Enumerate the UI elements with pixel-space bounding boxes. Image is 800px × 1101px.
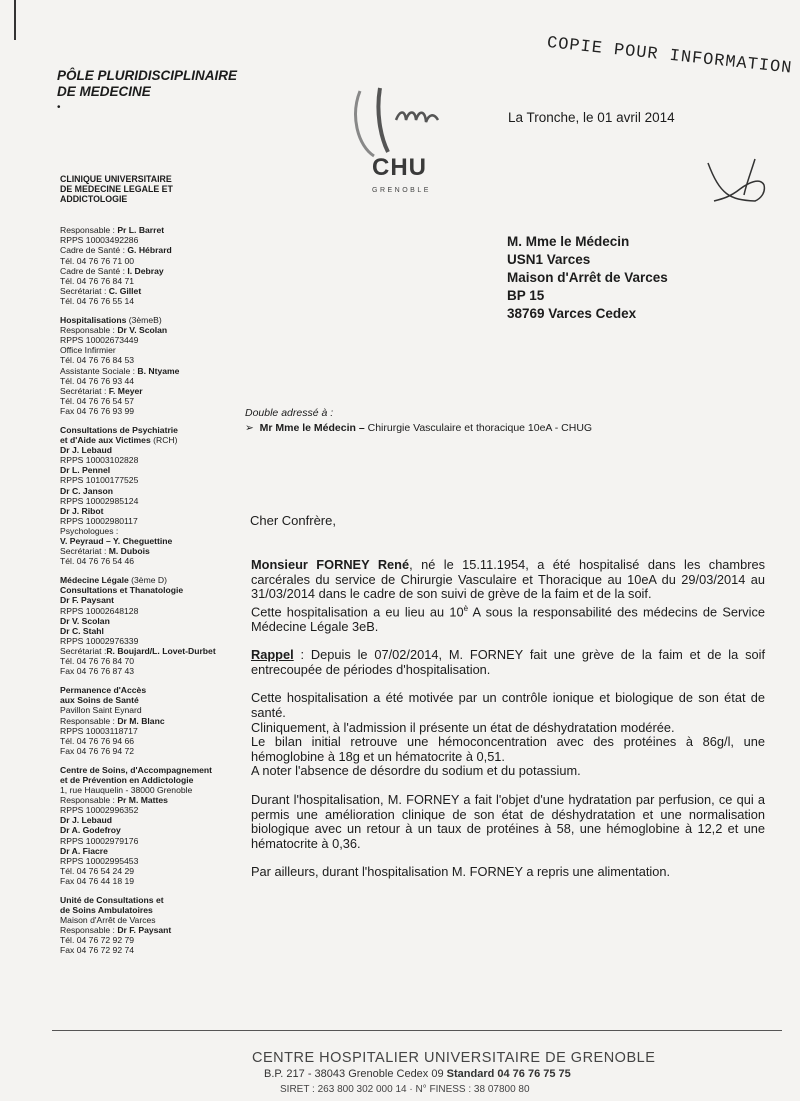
- directory-label: Tél. 04 76 76 55 14: [60, 295, 135, 306]
- arrow-icon: ➢: [245, 422, 254, 434]
- footer-phone: Standard 04 76 76 75 75: [446, 1068, 571, 1080]
- directory-label: RPPS 10003102828: [60, 455, 139, 466]
- clinical-line: A noter l'absence de désordre du sodium et du potassium.: [251, 763, 581, 779]
- directory-label: RPPS 10002980117: [60, 515, 138, 526]
- directory-name: F. Meyer: [108, 385, 143, 396]
- section-direction: [60, 225, 250, 306]
- directory-line: [60, 925, 250, 935]
- recipient-line: Maison d'Arrêt de Varces: [507, 270, 668, 285]
- directory-line: [60, 736, 250, 746]
- directory-label: Assistante Sociale :: [60, 365, 138, 376]
- directory-line: [60, 475, 250, 485]
- section-ucsa: [60, 895, 250, 956]
- directory-name: R. Boujard/L. Lovet-Durbet: [106, 645, 216, 656]
- section-psychiatry: [60, 425, 250, 566]
- directory-label: Secrétariat :: [60, 645, 107, 656]
- recipient-line: USN1 Varces: [507, 252, 591, 267]
- directory-name: Centre de Soins, d'Accompagnement: [60, 764, 212, 775]
- directory-label: Pavillon Saint Eynard: [60, 705, 142, 716]
- directory-line: [60, 935, 250, 945]
- directory-label: Tél. 04 76 76 54 57: [60, 395, 135, 406]
- directory-label: RPPS 10100177525: [60, 475, 139, 486]
- paragraph-treatment: Durant l'hospitalisation, M. FORNEY a fait l'objet d'une hydratation par perfusion, ce qui a permis une amélioration clinique de son état de déshydratation et une normalisation biologique avec un retour à un taux de protéines à 58, une hémoglobine à 12,2 et une hématocrite à 0,36.: [251, 791, 765, 851]
- directory-label: RPPS 10003118717: [60, 725, 138, 736]
- directory-label: Responsable :: [60, 925, 118, 936]
- clinical-line: Cette hospitalisation a été motivée par un contrôle ionique et biologique de son état de santé.: [251, 690, 765, 721]
- directory-name: Dr M. Blanc: [117, 715, 165, 726]
- directory-line: [60, 825, 250, 835]
- directory-name: C. Gillet: [108, 285, 142, 296]
- directory-label: Maison d'Arrêt de Varces: [60, 915, 156, 926]
- directory-line: [60, 575, 250, 585]
- directory-name: Consultations de Psychiatrie: [60, 424, 178, 435]
- section-pass: [60, 685, 250, 756]
- directory-line: [60, 616, 250, 626]
- footer-divider: [52, 1030, 782, 1031]
- directory-line: [60, 945, 250, 955]
- directory-name: Médecine Légale: [60, 575, 129, 586]
- directory-name: de Soins Ambulatoires: [60, 905, 153, 916]
- directory-name: Dr J. Lebaud: [60, 445, 113, 456]
- directory-name: Dr J. Lebaud: [60, 815, 113, 826]
- directory-name: I. Debray: [127, 265, 164, 276]
- clinical-line: Cliniquement, à l'admission il présente un état de déshydratation modérée.: [251, 719, 675, 735]
- directory-label: Tél. 04 76 76 84 71: [60, 275, 135, 286]
- directory-line: [60, 506, 250, 516]
- directory-label: RPPS 10002976339: [60, 635, 139, 646]
- logo-chu: CHU: [372, 154, 427, 181]
- chu-logo: [340, 86, 450, 196]
- directory-label: Responsable :: [60, 325, 118, 336]
- directory-line: [60, 235, 250, 245]
- copy-stamp: COPIE POUR INFORMATION: [546, 34, 794, 79]
- directory-line: [60, 585, 250, 595]
- paragraph-admission: [251, 558, 765, 634]
- directory-note: (RCH): [150, 435, 178, 446]
- directory-label: Psychologues :: [60, 525, 119, 536]
- directory-name: Pr M. Mattes: [117, 795, 168, 806]
- directory-line: [60, 716, 250, 726]
- directory-name: Consultations et Thanatologie: [60, 585, 184, 596]
- footer-postal: B.P. 217 - 38043 Grenoble Cedex 09: [264, 1068, 447, 1080]
- directory-name: Dr A. Fiacre: [60, 845, 108, 856]
- directory-line: [60, 486, 250, 496]
- directory-label: Tél. 04 76 76 93 44: [60, 375, 135, 386]
- directory-line: [60, 245, 250, 255]
- directory-label: Fax 04 76 72 92 74: [60, 945, 135, 956]
- directory-name: Dr F. Paysant: [60, 595, 114, 606]
- directory-label: Secrétariat :: [60, 285, 109, 296]
- directory-line: [60, 465, 250, 475]
- directory-line: [60, 225, 250, 235]
- directory-line: [60, 546, 250, 556]
- directory-line: [60, 455, 250, 465]
- directory-label: Cadre de Santé :: [60, 245, 128, 256]
- directory-line: [60, 705, 250, 715]
- directory-name: aux Soins de Santé: [60, 695, 139, 706]
- directory-line: [60, 866, 250, 876]
- directory-name: et de Prévention en Addictologie: [60, 774, 194, 785]
- directory-line: [60, 536, 250, 546]
- directory-label: RPPS 10002673449: [60, 335, 139, 346]
- directory-label: RPPS 10003492286: [60, 235, 139, 246]
- copy-to-label: Double adressé à :: [245, 407, 334, 419]
- clinic-line: CLINIQUE UNIVERSITAIRE: [60, 174, 172, 184]
- directory-label: Tél. 04 76 72 92 79: [60, 935, 135, 946]
- directory-line: [60, 556, 250, 566]
- directory-line: [60, 595, 250, 605]
- directory-name: G. Hébrard: [127, 245, 172, 256]
- directory-name: V. Peyraud – Y. Cheguettine: [60, 536, 173, 546]
- directory-label: Fax 04 76 76 94 72: [60, 745, 135, 756]
- directory-line: [60, 656, 250, 666]
- directory-line: [60, 785, 250, 795]
- directory-line: [60, 765, 250, 775]
- directory-line: [60, 376, 250, 386]
- letter-date: La Tronche, le 01 avril 2014: [508, 110, 675, 125]
- clinic-line: ADDICTOLOGIE: [60, 194, 128, 205]
- directory-label: Tél. 04 76 54 24 29: [60, 865, 135, 876]
- handwritten-mark: [700, 155, 770, 205]
- logo-city: GRENOBLE: [372, 187, 431, 194]
- directory-note: (3èmeB): [126, 315, 162, 326]
- footer-registration: SIRET : 263 800 302 000 14 · N° FINESS : 38 07800 80: [280, 1084, 530, 1092]
- paragraph-reminder: [251, 648, 765, 677]
- department-line-1: PÔLE PLURIDISCIPLINAIRE: [57, 68, 238, 83]
- directory-line: [60, 516, 250, 526]
- recipient-line: BP 15: [507, 288, 545, 303]
- directory-label: RPPS 10002996352: [60, 805, 139, 816]
- directory-name: Dr C. Janson: [60, 485, 114, 496]
- salutation: Cher Confrère,: [250, 513, 336, 528]
- directory-line: [60, 396, 250, 406]
- directory-line: [60, 296, 250, 306]
- directory-name: Dr V. Scolan: [117, 325, 168, 336]
- directory-label: Fax 04 76 44 18 19: [60, 875, 135, 886]
- directory-name: Pr L. Barret: [117, 225, 165, 236]
- directory-line: [60, 876, 250, 886]
- directory-line: [60, 805, 250, 815]
- directory-name: Permanence d'Accès: [60, 685, 147, 696]
- directory-label: Responsable :: [60, 225, 118, 236]
- admission-text: , né le 15.11.1954, a été hospitalisé dans les chambres carcérales du service de Chirurgie Vasculaire et Thoracique au 10eA du 29/03/2014 au 31/03/2014 dans le cadre de son suivi de grève de la faim et de la soif.: [251, 557, 765, 602]
- directory-line: [60, 276, 250, 286]
- directory-label: Responsable :: [60, 715, 118, 726]
- directory-name: Hospitalisations: [60, 315, 127, 326]
- directory-label: Office Infirmier: [60, 345, 116, 356]
- directory-line: [60, 606, 250, 616]
- directory-name: Unité de Consultations et: [60, 895, 164, 905]
- directory-name: M. Dubois: [108, 546, 150, 557]
- directory-label: Tél. 04 76 76 84 53: [60, 355, 135, 366]
- directory-line: [60, 905, 250, 915]
- directory-name: Dr L. Pennel: [60, 465, 111, 476]
- directory-label: Secrétariat :: [60, 385, 109, 396]
- directory-line: [60, 915, 250, 925]
- clinical-line: Le bilan initial retrouve une hémoconcentration avec des protéines à 86g/l, une hémoglobine à 18g et un hématocrite à 0,51.: [251, 734, 765, 764]
- directory-line: [60, 746, 250, 756]
- directory-name: et d'Aide aux Victimes: [60, 435, 151, 446]
- paragraph-clinical: [251, 691, 765, 779]
- footer-title: CENTRE HOSPITALIER UNIVERSITAIRE DE GRENOBLE: [252, 1050, 656, 1066]
- ward-text-post: A sous la responsabilité des médecins de Service Médecine Légale 3eB.: [251, 604, 766, 634]
- directory-label: Tél. 04 76 76 54 46: [60, 556, 135, 567]
- patient-name: Monsieur FORNEY René: [251, 557, 410, 572]
- department-line-2: DE MEDECINE: [57, 84, 151, 99]
- directory-line: [60, 646, 250, 656]
- sidebar-directory: [60, 174, 250, 965]
- directory-name: Dr V. Scolan: [60, 615, 110, 626]
- directory-name: Dr F. Paysant: [117, 925, 172, 936]
- section-legal-medicine: [60, 575, 250, 676]
- directory-label: Tél. 04 76 76 71 00: [60, 255, 135, 266]
- copy-to-recipient: [245, 422, 592, 434]
- directory-label: Fax 04 76 76 93 99: [60, 405, 135, 416]
- reminder-text: : Depuis le 07/02/2014, M. FORNEY fait une grève de la faim et de la soif entrecoupée de périodes d'hospitalisation.: [251, 647, 765, 677]
- directory-label: RPPS 10002648128: [60, 605, 139, 616]
- footer-address: [264, 1068, 571, 1080]
- directory-line: [60, 286, 250, 296]
- directory-line: [60, 345, 250, 355]
- ward-text-pre: Cette hospitalisation a eu lieu au 10: [251, 604, 464, 620]
- directory-line: [60, 636, 250, 646]
- section-addictology: [60, 765, 250, 886]
- directory-label: Tél. 04 76 76 94 66: [60, 735, 135, 746]
- directory-line: [60, 315, 250, 325]
- directory-label: 1, rue Hauquelin - 38000 Grenoble: [60, 785, 193, 796]
- bullet-dot: •: [57, 102, 61, 113]
- directory-label: RPPS 10002995453: [60, 855, 139, 866]
- section-hospitalisations: [60, 315, 250, 416]
- directory-line: [60, 726, 250, 736]
- directory-name: Dr A. Godefroy: [60, 825, 121, 836]
- directory-line: [60, 366, 250, 376]
- directory-name: Dr J. Ribot: [60, 505, 104, 516]
- directory-label: RPPS 10002979176: [60, 835, 139, 846]
- directory-label: RPPS 10002985124: [60, 495, 139, 506]
- directory-line: [60, 445, 250, 455]
- directory-line: [60, 895, 250, 905]
- directory-label: Cadre de Santé :: [60, 265, 128, 276]
- department-header: [57, 68, 237, 116]
- directory-line: [60, 425, 250, 435]
- directory-line: [60, 795, 250, 805]
- ward-text-sup: è: [463, 603, 469, 613]
- directory-line: [60, 666, 250, 676]
- directory-line: [60, 266, 250, 276]
- recipient-line: 38769 Varces Cedex: [507, 306, 637, 321]
- recipient-line: M. Mme le Médecin: [507, 234, 630, 249]
- directory-line: [60, 526, 250, 536]
- directory-line: [60, 856, 250, 866]
- copy-to-service: Chirurgie Vasculaire et thoracique 10eA - CHUG: [364, 422, 593, 434]
- directory-line: [60, 256, 250, 266]
- clinic-line: DE MEDECINE LEGALE ET: [60, 184, 173, 195]
- clinic-name: [60, 174, 250, 204]
- directory-line: [60, 626, 250, 636]
- directory-line: [60, 496, 250, 506]
- directory-line: [60, 335, 250, 345]
- chu-logo-mark: [340, 86, 450, 161]
- recipient-address: [507, 233, 668, 323]
- directory-label: Tél. 04 76 76 84 70: [60, 656, 135, 667]
- directory-line: [60, 325, 250, 335]
- directory-line: [60, 775, 250, 785]
- copy-to-name: Mr Mme le Médecin –: [259, 422, 365, 434]
- directory-line: [60, 846, 250, 856]
- directory-line: [60, 815, 250, 825]
- directory-note: (3ème D): [128, 575, 167, 586]
- directory-line: [60, 695, 250, 705]
- reminder-label: Rappel: [251, 647, 294, 663]
- directory-line: [60, 355, 250, 365]
- directory-label: Responsable :: [60, 795, 118, 806]
- directory-name: Dr C. Stahl: [60, 625, 104, 636]
- directory-name: B. Ntyame: [137, 365, 180, 376]
- directory-line: [60, 685, 250, 695]
- directory-label: Fax 04 76 76 87 43: [60, 666, 135, 677]
- letter-body: [251, 558, 765, 894]
- directory-line: [60, 406, 250, 416]
- margin-mark: [14, 0, 16, 40]
- paragraph-feeding: Par ailleurs, durant l'hospitalisation M. FORNEY a repris une alimentation.: [251, 864, 671, 880]
- directory-line: [60, 836, 250, 846]
- directory-line: [60, 386, 250, 396]
- directory-line: [60, 435, 250, 445]
- directory-label: Secrétariat :: [60, 546, 109, 557]
